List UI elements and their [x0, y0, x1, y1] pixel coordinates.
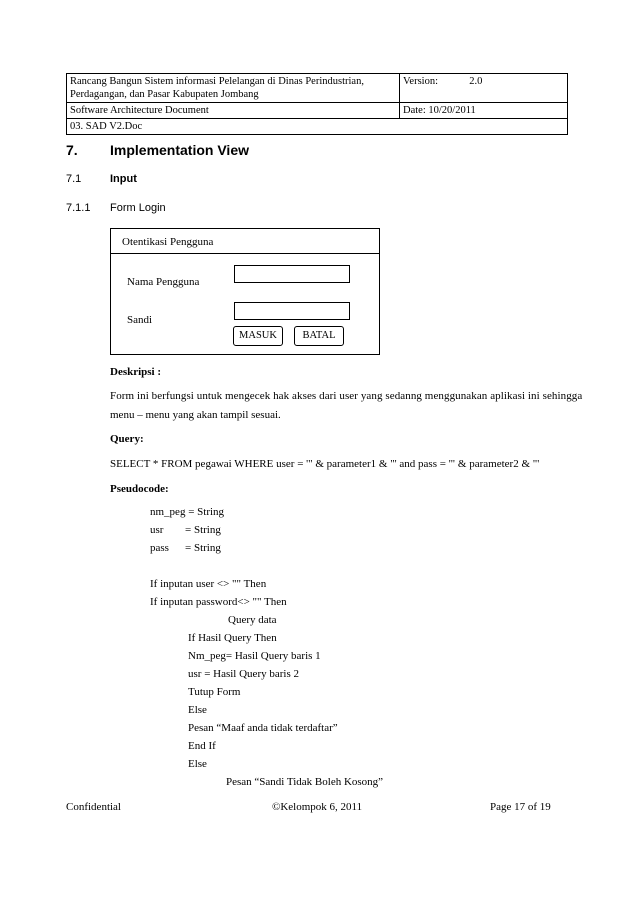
- pseudocode-line: Tutup Form: [188, 686, 241, 698]
- version-value: 2.0: [469, 76, 483, 87]
- password-field[interactable]: [234, 302, 350, 320]
- form-title: Otentikasi Pengguna: [122, 236, 214, 248]
- pseudocode-line: End If: [188, 740, 216, 752]
- version-cell: [400, 74, 568, 103]
- pseudocode-line: Pesan “Sandi Tidak Boleh Kosong”: [226, 776, 384, 788]
- section-7-1-1-number: 7.1.1: [66, 202, 91, 214]
- form-title-divider: [110, 253, 380, 254]
- pseudocode-line: [150, 523, 221, 537]
- pseudocode-line: Pesan “Maaf anda tidak terdaftar”: [188, 722, 338, 734]
- doc-id-cell: 03. SAD V2.Doc: [67, 119, 568, 135]
- section-7-number: 7.: [66, 142, 78, 158]
- project-title-line1: Rancang Bangun Sistem informasi Pelelangan di Dinas Perindustrian,: [70, 76, 364, 87]
- pseudocode-line: nm_peg = String: [150, 506, 225, 518]
- pseudocode-line: If inputan password<> "" Then: [150, 596, 287, 608]
- date-cell: Date: 10/20/2011: [400, 103, 568, 119]
- doc-type-cell: Software Architecture Document: [67, 103, 400, 119]
- batal-button[interactable]: BATAL: [294, 326, 344, 346]
- pseudocode-line: Nm_peg= Hasil Query baris 1: [188, 650, 321, 662]
- query-label: Query:: [110, 433, 144, 445]
- pseudocode-line: Else: [188, 758, 207, 770]
- description-line1: Form ini berfungsi untuk mengecek hak akses dari user yang sedanng menggunakan aplikasi ini sehingga: [110, 390, 583, 402]
- pseudocode-line: Query data: [228, 614, 277, 626]
- password-label: Sandi: [127, 314, 153, 326]
- section-7-1-1-title: Form Login: [110, 202, 166, 214]
- pseudocode-var-name: usr = String: [150, 524, 221, 536]
- pseudocode-line: usr = Hasil Query baris 2: [188, 668, 299, 680]
- description-label: Deskripsi :: [110, 366, 162, 378]
- section-7-1-title: Input: [110, 173, 137, 185]
- username-field[interactable]: [234, 265, 350, 283]
- project-title-cell: [67, 74, 400, 103]
- section-7-1-number: 7.1: [66, 173, 82, 185]
- pseudocode-label: Pseudocode:: [110, 483, 169, 495]
- query-text: SELECT * FROM pegawai WHERE user = '" & parameter1 & "' and pass = '" & parameter2 & "': [110, 458, 540, 470]
- project-title-line2: Perdagangan, dan Pasar Kabupaten Jombang: [70, 89, 259, 100]
- pseudocode-line: If Hasil Query Then: [188, 632, 277, 644]
- section-7-title: Implementation View: [110, 142, 249, 158]
- description-line2: menu – menu yang akan tampil sesuai.: [110, 409, 281, 421]
- masuk-button[interactable]: MASUK: [233, 326, 283, 346]
- pseudocode-line: If inputan user <> "" Then: [150, 578, 267, 590]
- footer-page-number: Page 17 of 19: [490, 801, 551, 813]
- username-label: Nama Pengguna: [127, 276, 200, 288]
- pseudocode-line: Else: [188, 704, 207, 716]
- footer-confidential: Confidential: [66, 801, 121, 813]
- pseudocode-line: pass = String: [150, 542, 221, 554]
- document-header-table: [66, 73, 568, 135]
- version-label: Version:: [403, 76, 438, 87]
- footer-copyright: ©Kelompok 6, 2011: [272, 801, 363, 813]
